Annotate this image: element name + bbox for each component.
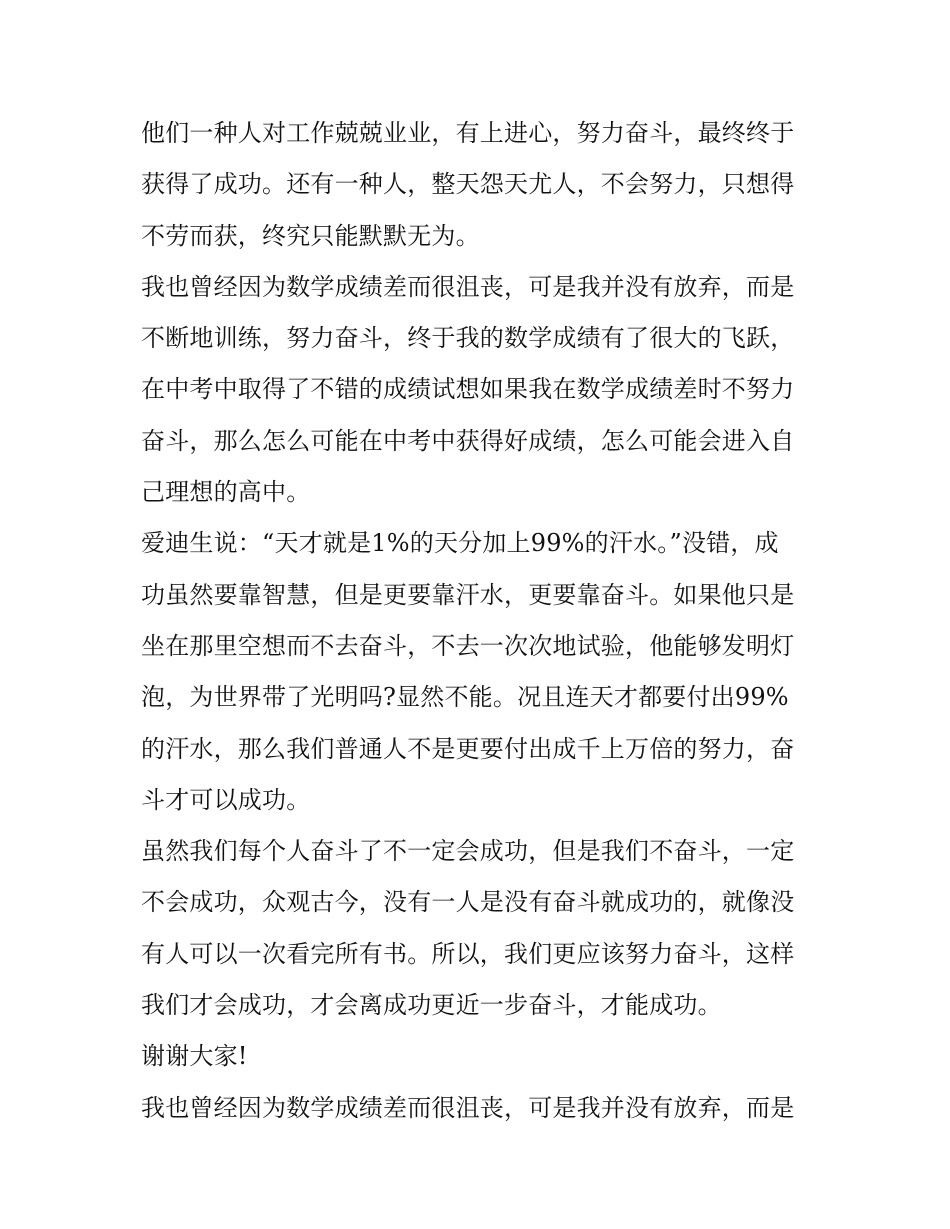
text-line-7: 奋斗，那么怎么可能在中考中获得好成绩，怎么可能会进入自 <box>141 426 795 455</box>
text-line-16: 不会成功，众观古今，没有一人是没有奋斗就成功的，就像没 <box>141 888 795 917</box>
text-line-6: 在中考中取得了不错的成绩试想如果我在数学成绩差时不努力 <box>141 375 795 404</box>
text-line-12: 泡，为世界带了光明吗?显然不能。况且连天才都要付出99% <box>141 683 789 712</box>
text-line-5: 不断地训练，努力奋斗，终于我的数学成绩有了很大的飞跃， <box>141 324 795 353</box>
text-line-17: 有人可以一次看完所有书。所以，我们更应该努力奋斗，这样 <box>141 939 795 968</box>
text-line-20: 我也曾经因为数学成绩差而很沮丧，可是我并没有放弃，而是 <box>141 1093 795 1122</box>
text-line-19: 谢谢大家! <box>141 1042 248 1071</box>
text-line-10: 功虽然要靠智慧，但是更要靠汗水，更要靠奋斗。如果他只是 <box>141 580 795 609</box>
text-line-14: 斗才可以成功。 <box>141 785 311 814</box>
document-body <box>141 108 811 1134</box>
text-line-3: 不劳而获，终究只能默默无为。 <box>141 221 480 250</box>
text-line-18: 我们才会成功，才会离成功更近一步奋斗，才能成功。 <box>141 991 722 1020</box>
text-line-2: 获得了成功。还有一种人，整天怨天尤人，不会努力，只想得 <box>141 170 795 199</box>
text-line-1: 他们一种人对工作兢兢业业，有上进心，努力奋斗，最终终于 <box>141 119 795 147</box>
text-line-13: 的汗水，那么我们普通人不是更要付出成千上万倍的努力，奋 <box>141 734 795 763</box>
text-line-11: 坐在那里空想而不去奋斗，不去一次次地试验，他能够发明灯 <box>141 631 795 660</box>
text-line-8: 己理想的高中。 <box>141 478 311 507</box>
text-line-9: 爱迪生说：“天才就是1%的天分加上99%的汗水。”没错，成 <box>141 529 779 558</box>
text-line-4: 我也曾经因为数学成绩差而很沮丧，可是我并没有放弃，而是 <box>141 272 795 301</box>
text-line-15: 虽然我们每个人奋斗了不一定会成功，但是我们不奋斗，一定 <box>141 837 795 866</box>
